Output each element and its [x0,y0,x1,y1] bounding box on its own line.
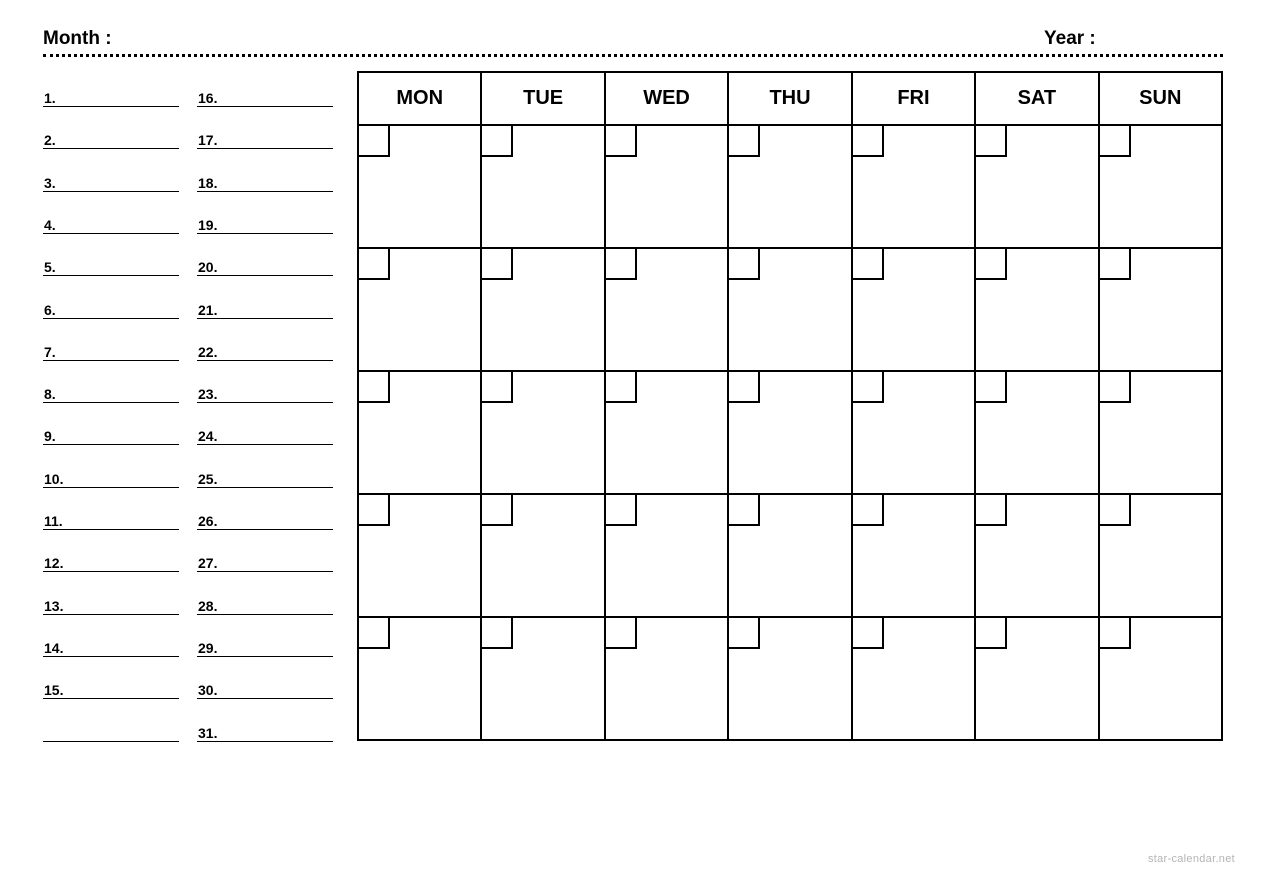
weekday-header: SAT [976,73,1099,126]
note-number: 30. [198,682,218,699]
note-line[interactable] [43,298,179,319]
day-cell[interactable] [729,495,852,618]
date-box[interactable] [976,126,1007,157]
note-line[interactable] [43,636,179,657]
note-line[interactable] [43,340,179,361]
date-box[interactable] [976,618,1007,649]
day-cell[interactable] [1100,372,1223,495]
note-number: 19. [198,216,218,233]
day-cell[interactable] [606,372,729,495]
day-cell[interactable] [482,372,605,495]
note-number: 2. [44,132,56,149]
day-cell[interactable] [729,372,852,495]
note-number: 10. [44,470,64,487]
weekday-header: THU [729,73,852,126]
day-cell[interactable] [482,249,605,372]
date-box[interactable] [976,372,1007,403]
note-line[interactable] [197,340,333,361]
note-line[interactable] [197,128,333,149]
day-cell[interactable] [606,249,729,372]
note-number: 14. [44,639,64,656]
note-number: 12. [44,555,64,572]
note-number: 13. [44,597,64,614]
year-label: Year : [1044,28,1096,49]
date-box[interactable] [606,618,637,649]
day-cell[interactable] [853,126,976,249]
calendar-grid [357,71,1223,741]
note-line[interactable] [43,424,179,445]
day-cell[interactable] [606,126,729,249]
note-number: 18. [198,174,218,191]
day-cell[interactable] [359,618,482,741]
note-number: 26. [198,513,218,529]
date-box[interactable] [729,618,760,649]
note-line[interactable] [43,594,179,615]
day-cell[interactable] [359,495,482,618]
date-box[interactable] [482,618,513,649]
day-cell[interactable] [606,618,729,741]
note-line[interactable] [43,721,179,742]
note-line[interactable] [197,721,333,742]
day-cell[interactable] [853,249,976,372]
note-number: 27. [198,555,218,572]
day-cell[interactable] [729,126,852,249]
note-line[interactable] [43,551,179,572]
date-box[interactable] [853,495,884,526]
day-cell[interactable] [729,618,852,741]
note-number: 7. [44,343,56,360]
date-box[interactable] [606,126,637,157]
date-box[interactable] [606,372,637,403]
note-line[interactable] [197,594,333,615]
note-line[interactable] [43,213,179,234]
header-dotted-line [43,54,1223,57]
day-cell[interactable] [853,618,976,741]
note-line[interactable] [197,551,333,572]
note-number: 6. [44,301,56,318]
date-box[interactable] [606,249,637,280]
note-number: 1. [44,90,56,106]
date-box[interactable] [359,126,390,157]
day-cell[interactable] [606,495,729,618]
date-box[interactable] [853,249,884,280]
note-line[interactable] [197,213,333,234]
note-number: 21. [198,301,218,318]
weekday-header: TUE [482,73,605,126]
date-box[interactable] [1100,249,1131,280]
date-box[interactable] [482,126,513,157]
note-line[interactable] [43,128,179,149]
day-cell[interactable] [1100,249,1223,372]
day-cell[interactable] [976,372,1099,495]
note-number: 24. [198,428,218,445]
note-line[interactable] [43,382,179,403]
note-number: 17. [198,132,218,149]
month-label: Month : [43,28,112,49]
note-number: 11. [44,513,63,529]
date-box[interactable] [729,372,760,403]
date-box[interactable] [853,126,884,157]
day-cell[interactable] [1100,495,1223,618]
day-cell[interactable] [853,372,976,495]
date-box[interactable] [1100,495,1131,526]
note-line[interactable] [197,298,333,319]
note-number: 28. [198,597,218,614]
date-box[interactable] [359,618,390,649]
note-number: 4. [44,216,56,233]
note-line[interactable] [197,467,333,488]
day-cell[interactable] [729,249,852,372]
day-cell[interactable] [1100,126,1223,249]
note-number: 8. [44,386,56,403]
note-line[interactable] [197,636,333,657]
day-cell[interactable] [976,618,1099,741]
weekday-header: FRI [853,73,976,126]
date-box[interactable] [976,249,1007,280]
day-cell[interactable] [482,126,605,249]
day-cell[interactable] [359,126,482,249]
note-number: 3. [44,174,56,191]
note-line[interactable] [43,509,179,530]
day-cell[interactable] [976,126,1099,249]
date-box[interactable] [359,495,390,526]
date-box[interactable] [853,372,884,403]
date-box[interactable] [482,495,513,526]
day-cell[interactable] [482,495,605,618]
date-box[interactable] [359,249,390,280]
note-number: 15. [44,682,64,699]
note-line[interactable] [197,171,333,192]
date-box[interactable] [1100,618,1131,649]
note-line[interactable] [43,467,179,488]
day-cell[interactable] [853,495,976,618]
note-number: 31. [198,724,218,741]
weekday-header: SUN [1100,73,1223,126]
note-line[interactable] [197,678,333,699]
note-number: 22. [198,343,218,360]
note-line[interactable] [43,255,179,276]
date-box[interactable] [729,126,760,157]
weekday-header: MON [359,73,482,126]
note-line[interactable] [197,382,333,403]
note-number: 9. [44,428,56,445]
note-number: 29. [198,639,218,656]
note-number: 5. [44,259,56,276]
day-cell[interactable] [976,495,1099,618]
note-line[interactable] [43,678,179,699]
date-box[interactable] [729,249,760,280]
note-line[interactable] [43,171,179,192]
date-box[interactable] [482,249,513,280]
note-line[interactable] [197,424,333,445]
date-box[interactable] [729,495,760,526]
weekday-header: WED [606,73,729,126]
note-number: 23. [198,386,218,403]
date-box[interactable] [359,372,390,403]
date-box[interactable] [606,495,637,526]
note-line[interactable] [197,509,333,530]
note-number: 16. [198,90,218,106]
date-box[interactable] [853,618,884,649]
day-cell[interactable] [359,372,482,495]
day-cell[interactable] [1100,618,1223,741]
watermark: star-calendar.net [1147,853,1235,865]
note-line[interactable] [197,86,333,107]
note-line[interactable] [197,255,333,276]
day-cell[interactable] [976,249,1099,372]
note-number: 25. [198,470,218,487]
date-box[interactable] [1100,372,1131,403]
date-box[interactable] [976,495,1007,526]
date-box[interactable] [482,372,513,403]
date-box[interactable] [1100,126,1131,157]
note-number: 20. [198,259,218,276]
day-cell[interactable] [359,249,482,372]
day-cell[interactable] [482,618,605,741]
note-line[interactable] [43,86,179,107]
